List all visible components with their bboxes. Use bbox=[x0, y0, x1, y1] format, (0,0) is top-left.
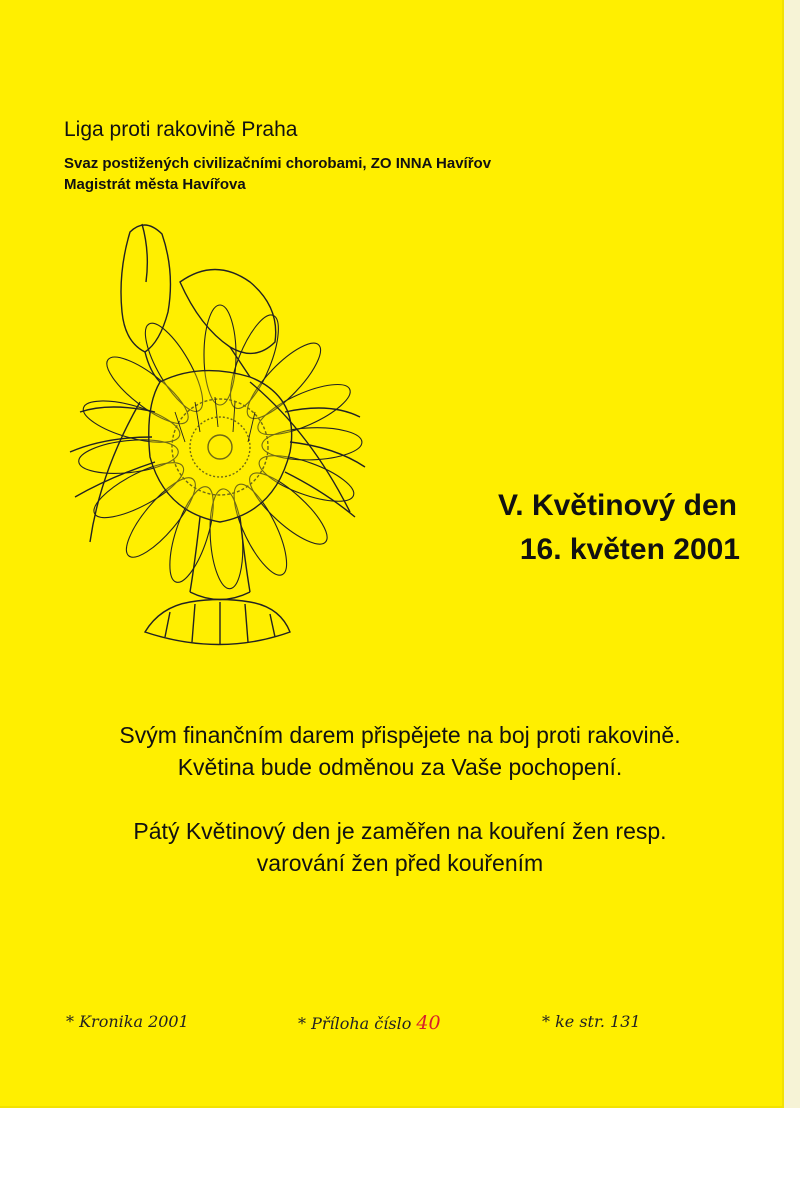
handwritten-note-chronicle: * Kronika 2001 bbox=[66, 1012, 189, 1031]
message-line-2: Květina bude odměnou za Vaše pochopení. bbox=[177, 754, 623, 780]
attachment-number: 40 bbox=[416, 1012, 441, 1034]
handwritten-note-page: * ke str. 131 bbox=[542, 1012, 641, 1031]
message-line-4: varování žen před kouřením bbox=[256, 850, 544, 876]
message-line-3: Pátý Květinový den je zaměřen na kouření žen resp. bbox=[133, 818, 667, 844]
message-line-1: Svým finančním darem přispějete na boj proti rakovině. bbox=[119, 722, 681, 748]
handwritten-note-attachment bbox=[298, 1012, 441, 1034]
organization-name: Liga proti rakovině Praha bbox=[64, 118, 298, 141]
attachment-label: * Příloha číslo bbox=[298, 1014, 417, 1033]
crab-flower-illustration-icon bbox=[50, 212, 380, 682]
event-date: 16. květen 2001 bbox=[519, 533, 740, 566]
scan-edge bbox=[784, 0, 800, 1108]
organization-magistrate: Magistrát města Havířova bbox=[64, 176, 246, 193]
organization-union: Svaz postižených civilizačními chorobami, ZO INNA Havířov bbox=[64, 155, 492, 172]
event-title: V. Květinový den bbox=[498, 489, 737, 522]
